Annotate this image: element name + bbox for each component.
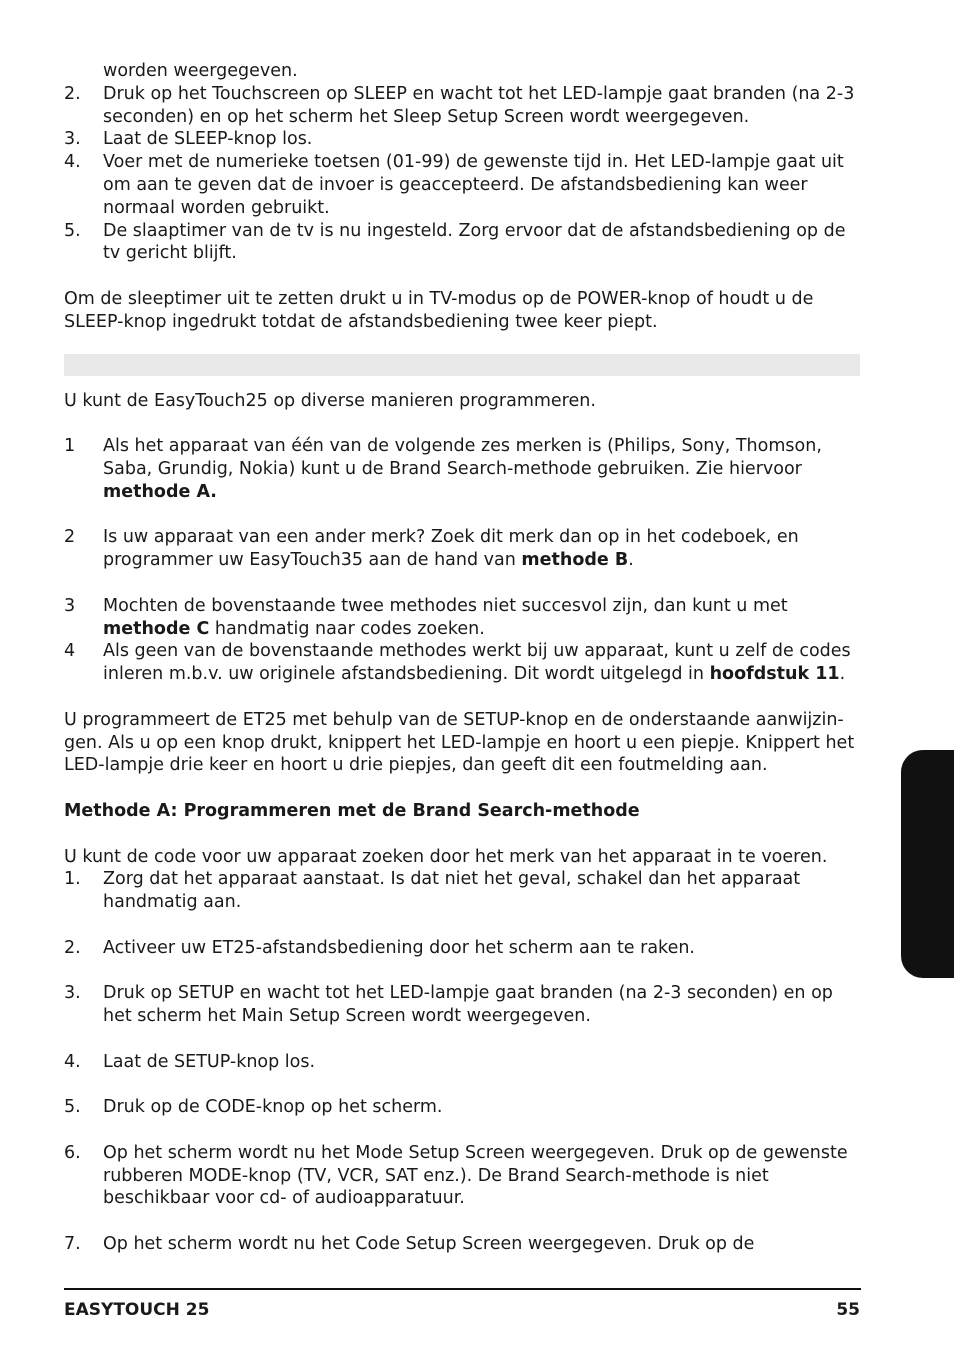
list-item: 3. Druk op SETUP en wacht tot het LED-lampje gaat branden (na 2-3 seconden) en op het scherm het Main Setup Screen wordt weergegeven. (64, 983, 833, 1027)
page-number: 55 (836, 1300, 860, 1320)
intro-paragraph: U kunt de EasyTouch25 op diverse manieren programmeren. (64, 390, 596, 411)
list-item: 6. Op het scherm wordt nu het Mode Setup Screen weergegeven. Druk op de gewenste rubberen MODE-knop (TV, VCR, SAT enz.). De Brand Search-methode is niet beschikbaar voor cd- of audioapparatuur. (64, 1142, 848, 1209)
list-item: 3 Mochten de bovenstaande twee methodes niet succesvol zijn, dan kunt u met methode C handmatig naar codes zoeken. (64, 595, 788, 639)
continuation-text: worden weergegeven. (103, 61, 298, 81)
list-item: 4. Voer met de numerieke toetsen (01-99) de gewenste tijd in. Het LED-lampje gaat uit om aan te geven dat de invoer is geaccepteerd. De afstandsbediening kan weer normaal worden gebruikt. (64, 152, 844, 218)
list-item: 3. Laat de SLEEP-knop los. (64, 129, 313, 150)
footer-rule (64, 1288, 861, 1290)
list-item: 2 Is uw apparaat van een ander merk? Zoek dit merk dan op in het codeboek, en programmer uw EasyTouch35 aan de hand van methode B. (64, 527, 799, 571)
setup-paragraph: U programmeert de ET25 met behulp van de SETUP-knop en de onderstaande aanwijzin-gen. Als u op een knop drukt, knippert het LED-lampje en hoort u een piepje. Knippert het LED-lampje drie keer en hoort u drie piepjes, dan geeft dit een foutmelding aan. (64, 709, 855, 776)
list-item: 5. De slaaptimer van de tv is nu ingesteld. Zorg ervoor dat de afstandsbediening op de tv gericht blijft. (64, 220, 846, 264)
list-item: 1 Als het apparaat van één van de volgende zes merken is (Philips, Sony, Thomson, Saba, Grundig, Nokia) kunt u de Brand Search-methode gebruiken. Zie hiervoor methode A. (64, 436, 822, 502)
method-a-intro: U kunt de code voor uw apparaat zoeken door het merk van het apparaat in te voeren. (64, 846, 828, 867)
list-item: 1. Zorg dat het apparaat aanstaat. Is dat niet het geval, schakel dan het apparaat handmatig aan. (64, 869, 801, 913)
page-content (64, 60, 860, 1256)
list-item (64, 60, 860, 83)
section-divider-bar (64, 354, 860, 376)
list-item: 4. Laat de SETUP-knop los. (64, 1051, 316, 1072)
list-item: 7. Op het scherm wordt nu het Code Setup Screen weergegeven. Druk op de (64, 1234, 755, 1255)
chapter-tab (901, 750, 954, 978)
list-item: 5. Druk op de CODE-knop op het scherm. (64, 1097, 443, 1118)
list-item: 4 Als geen van de bovenstaande methodes werkt bij uw apparaat, kunt u zelf de codes inleren m.b.v. uw originele afstandsbediening. Dit wordt uitgelegd in hoofdstuk 11. (64, 641, 851, 685)
method-a-heading: Methode A: Programmeren met de Brand Search-methode (64, 800, 640, 821)
sleep-off-paragraph: Om de sleeptimer uit te zetten drukt u in TV-modus op de POWER-knop of houdt u de SLEEP-knop ingedrukt totdat de afstandsbediening twee keer piept. (64, 288, 814, 332)
list-item: 2. Activeer uw ET25-afstandsbediening door het scherm aan te raken. (64, 937, 695, 958)
footer-product-name: EASYTOUCH 25 (64, 1300, 210, 1320)
list-item: 2. Druk op het Touchscreen op SLEEP en wacht tot het LED-lampje gaat branden (na 2-3 seconden) en op het scherm het Sleep Setup Screen wordt weergegeven. (64, 83, 855, 127)
